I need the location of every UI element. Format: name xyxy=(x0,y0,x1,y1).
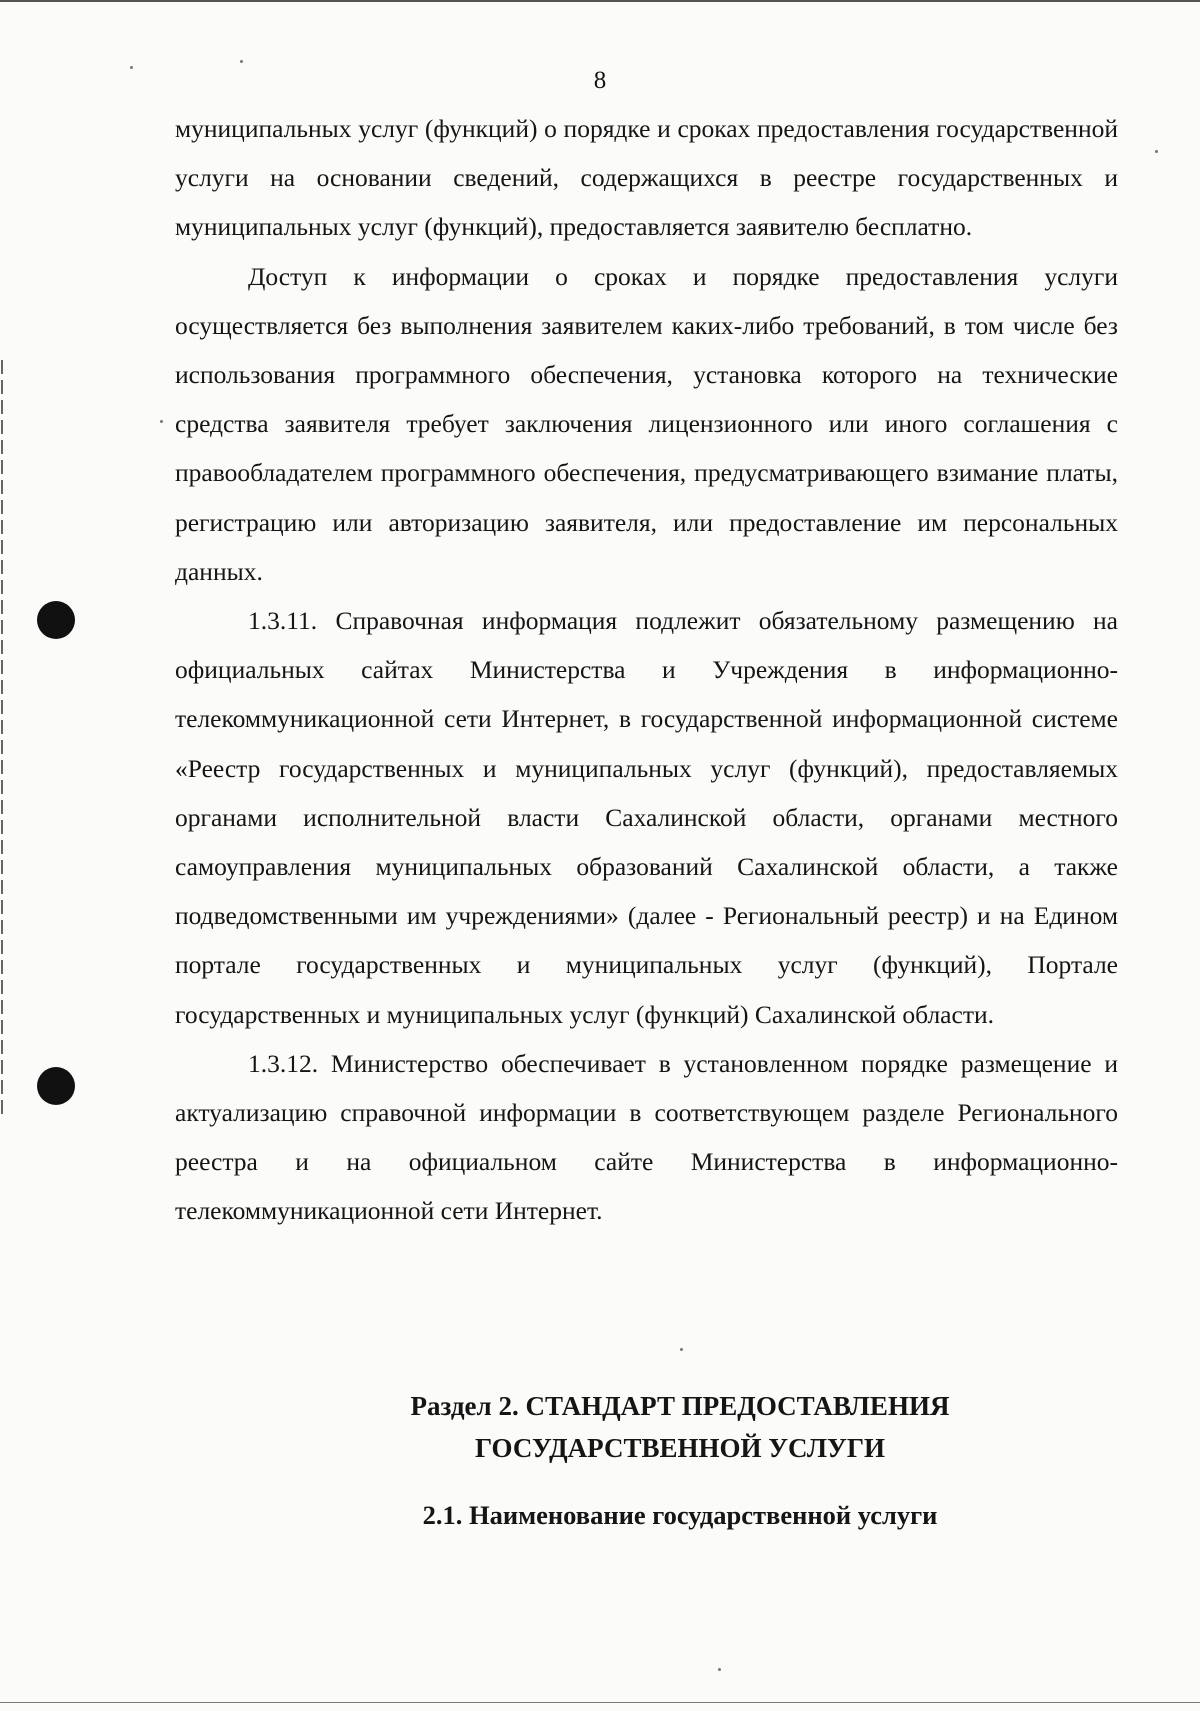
scan-speck xyxy=(240,60,243,63)
body-text xyxy=(175,104,1118,1236)
paragraph-1-3-12: 1.3.12. Министерство обеспечивает в установленном порядке размещение и актуализацию справочной информации в соответствующем разделе Регионального реестра и на официальном сайте Министерства в информационно-телекоммуникационной сети Интернет. xyxy=(175,1048,1118,1226)
section-heading-line-2: ГОСУДАРСТВЕННОЙ УСЛУГИ xyxy=(475,1433,885,1463)
punch-hole-top xyxy=(37,601,75,639)
page-number: 8 xyxy=(593,67,607,94)
scan-speck xyxy=(1155,150,1158,153)
scan-left-edge xyxy=(1,360,3,1120)
paragraph-1-3-11: 1.3.11. Справочная информация подлежит обязательному размещению на официальных сайтах Министерства и Учреждения в информационно-телекоммуникационной сети Интернет, в государственной информационной системе «Реестр государственных и муниципальных услуг (функций), предоставляемых органами исполнительной власти Сахалинской области, органами местного самоуправления муниципальных образований Сахалинской области, а также подведомственными им учреждениями» (далее - Региональный реестр) и на Едином портале государственных и муниципальных услуг (функций), Портале государственных и муниципальных услуг (функций) Сахалинской области. xyxy=(175,606,1118,1029)
punch-hole-bottom xyxy=(37,1067,75,1105)
scan-speck xyxy=(680,1348,683,1351)
scan-bottom-edge xyxy=(0,1702,1200,1703)
scan-top-edge xyxy=(0,0,1200,2)
paragraph-access-info: Доступ к информации о сроках и порядке предоставления услуги осуществляется без выполнения заявителем каких-либо требований, в том числе без использования программного обеспечения, установка которого на технические средства заявителя требует заключения лицензионного или иного соглашения с правообладателем программного обеспечения, предусматривающего взимание платы, регистрацию или авторизацию заявителя, или предоставление им персональных данных. xyxy=(175,261,1118,586)
subsection-heading: 2.1. Наименование государственной услуги xyxy=(422,1500,938,1530)
section-heading-line-1: Раздел 2. СТАНДАРТ ПРЕДОСТАВЛЕНИЯ xyxy=(410,1391,950,1421)
section-heading xyxy=(370,1385,990,1469)
scan-speck xyxy=(160,420,163,423)
scan-speck xyxy=(718,1668,721,1671)
paragraph-continuation: муниципальных услуг (функций) о порядке и сроках предоставления государственной услуги на основании сведений, содержащихся в реестре государственных и муниципальных услуг (функций), предоставляется заявителю бесплатно. xyxy=(175,114,1118,242)
